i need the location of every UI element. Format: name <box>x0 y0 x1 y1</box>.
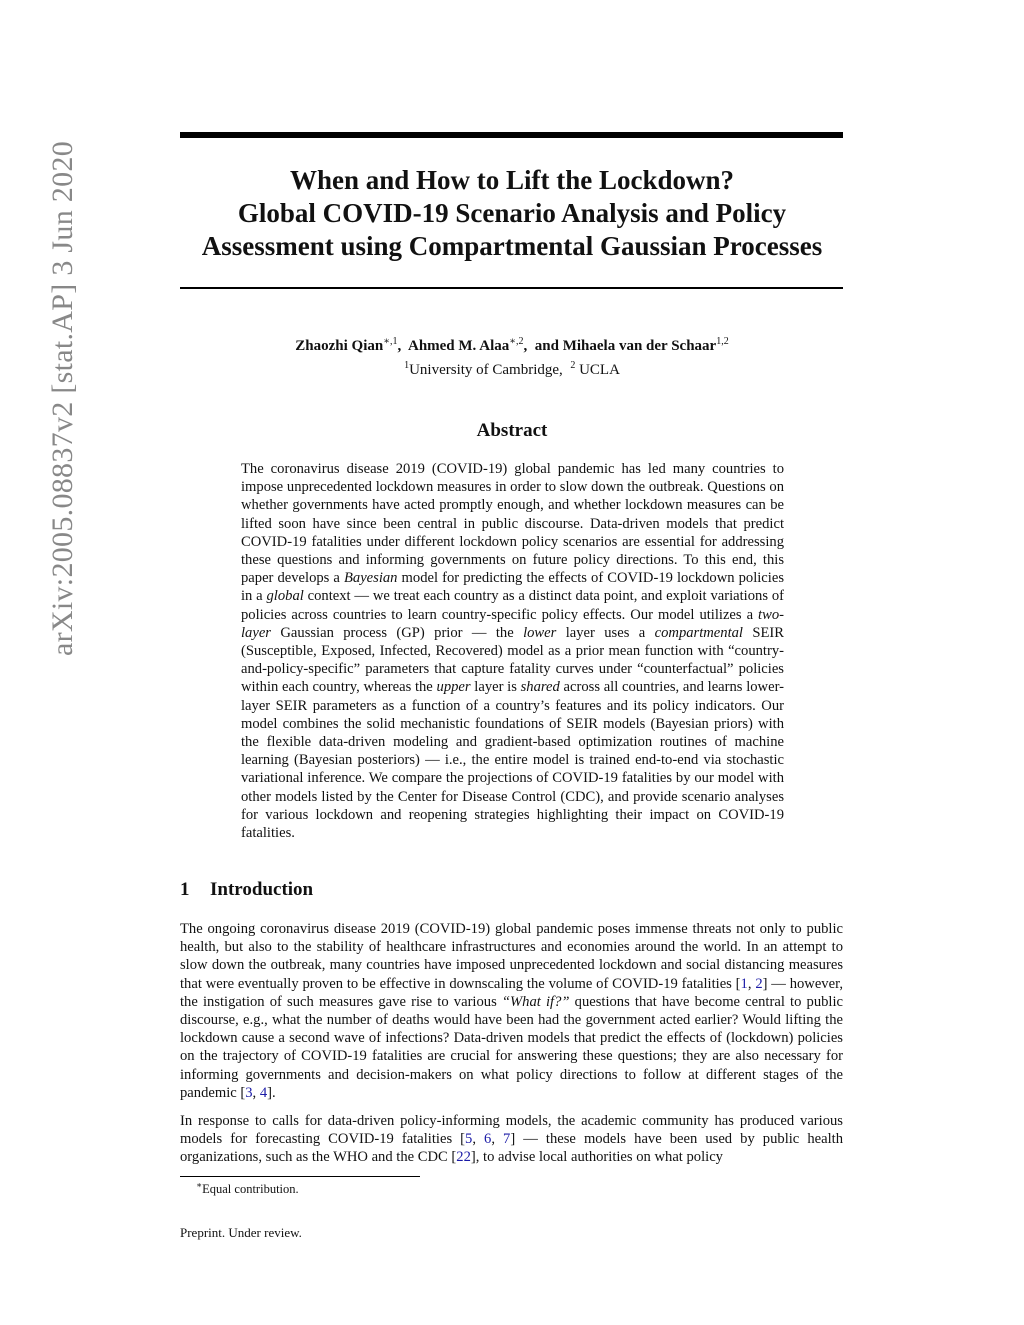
author-name: Mihaela van der Schaar <box>562 338 717 354</box>
footnote-rule <box>180 1176 420 1177</box>
footnote <box>196 1180 299 1197</box>
footnote-text: Equal contribution. <box>202 1182 299 1197</box>
author-affiliation-marker: ∗,1 <box>383 336 398 347</box>
citation-link[interactable]: 2 <box>755 975 763 992</box>
emphasis: shared <box>520 679 560 696</box>
section-number: 1 <box>180 879 190 900</box>
footnote-marker: ∗ <box>196 1180 203 1190</box>
citation-link[interactable]: 4 <box>259 1084 268 1101</box>
citation-link[interactable]: 3 <box>245 1084 253 1101</box>
author-affiliation-marker: 1,2 <box>716 336 729 347</box>
paper-title <box>150 164 874 263</box>
intro-paragraph-1: The ongoing coronavirus disease 2019 (COVID-19) global pandemic poses immense threats not only to public health, but also to the stability of healthcare infrastructures and economies around the world. In an attempt to slow down the outbreak, many countries have imposed unprecedented lockdown and social distancing measures that were eventually proven to be effective in downscaling the volume of COVID-19 fatalities [1, 2] — however, the instigation of such measures gave rise to various “What if?” questions that have become central to public discourse, e.g., what the number of deaths would have been had the government acted earlier? Would lifting the lockdown cause a second wave of infections? Data-driven models that predict the effects of (lockdown) policies on the trajectory of COVID-19 fatalities are crucial for answering these questions; they are also necessary for informing governments and decision-makers on what policy directions to follow at different stages of the pandemic [3, 4]. <box>180 921 844 1101</box>
citation-link[interactable]: 5 <box>465 1131 473 1148</box>
title-line: Global COVID-19 Scenario Analysis and Policy <box>237 198 787 228</box>
emphasis: lower <box>523 624 557 641</box>
author-name: Ahmed M. Alaa <box>407 338 510 354</box>
citation-link[interactable]: 6 <box>484 1131 492 1148</box>
section-title: Introduction <box>210 879 314 900</box>
affiliation: UCLA <box>579 362 620 378</box>
arxiv-sidebar-identifier: arXiv:2005.08837v2 [stat.AP] 3 Jun 2020 <box>46 140 79 656</box>
intro-paragraph-2: In response to calls for data-driven policy-informing models, the academic community has produced various models for forecasting COVID-19 fatalities [5, 6, 7] — these models have been used by public health organizations, such as the WHO and the CDC [22], to advise local authorities on what policy <box>180 1113 843 1166</box>
citation-link[interactable]: 1 <box>740 975 748 992</box>
emphasis: “What if?” <box>501 993 570 1010</box>
affiliation-marker: 1 <box>404 360 410 371</box>
footer-preprint-note: Preprint. Under review. <box>180 1225 302 1240</box>
emphasis: global <box>266 588 304 605</box>
citation-link[interactable]: 7 <box>503 1131 511 1148</box>
author-block <box>150 332 874 380</box>
abstract-heading: Abstract <box>476 420 548 441</box>
section-heading-introduction <box>180 879 313 901</box>
affiliation-marker: 2 <box>570 360 576 371</box>
title-line: When and How to Lift the Lockdown? <box>289 165 735 195</box>
citation-link[interactable]: 22 <box>456 1149 471 1166</box>
affiliation: University of Cambridge, <box>409 362 563 378</box>
emphasis: upper <box>436 679 471 696</box>
affiliations <box>150 356 874 380</box>
author-names: Zhaozhi Qian$^{∗,1}$, Ahmed M. Alaa$^{∗,2}$, and Mihaela van der Schaar$^{1,2}$ <box>295 336 729 354</box>
emphasis: compartmental <box>654 624 743 641</box>
title-bottom-rule <box>180 287 843 289</box>
author-conjunction: and <box>534 338 559 354</box>
title-line: Assessment using Compartmental Gaussian Processes <box>201 231 823 261</box>
abstract-text: The coronavirus disease 2019 (COVID-19) global pandemic has led many countries to impose unprecedented lockdown measures in order to slow down the outbreak. Questions on whether governments have acted promptly enough, and whether lockdown measures can be lifted soon have since been central in public discourse. Data-driven models that predict COVID-19 fatalities under different lockdown policy scenarios are essential for addressing these questions and informing governments on future policy directions. To this end, this paper develops a Bayesian model for predicting the effects of COVID-19 lockdown policies in a global context — we treat each country as a distinct data point, and exploit variations of policies across countries to learn country-specific policy effects. Our model utilizes a two-layer Gaussian process (GP) prior — the lower layer uses a compartmental SEIR (Susceptible, Exposed, Infected, Recovered) model as a prior mean function with “country-and-policy-specific” parameters that capture fatality curves under “counterfactual” policies within each country, whereas the upper layer is shared across all countries, and learns lower-layer SEIR parameters as a function of a country’s features and its policy indicators. Our model combines the solid mechanistic foundations of SEIR models (Bayesian priors) with the flexible data-driven modeling and gradient-based optimization routines of machine learning (Bayesian posteriors) — i.e., the entire model is trained end-to-end via stochastic variational inference. We compare the projections of COVID-19 fatalities by our model with other models listed by the Center for Disease Control (CDC), and provide scenario analyses for various lockdown and reopening strategies highlighting their impact on COVID-19 fatalities. <box>241 461 785 842</box>
author-affiliation-marker: ∗,2 <box>509 336 524 347</box>
title-top-rule <box>180 132 843 138</box>
author-name: Zhaozhi Qian <box>295 338 384 354</box>
emphasis: two-layer <box>241 606 784 641</box>
emphasis: Bayesian <box>343 570 398 587</box>
